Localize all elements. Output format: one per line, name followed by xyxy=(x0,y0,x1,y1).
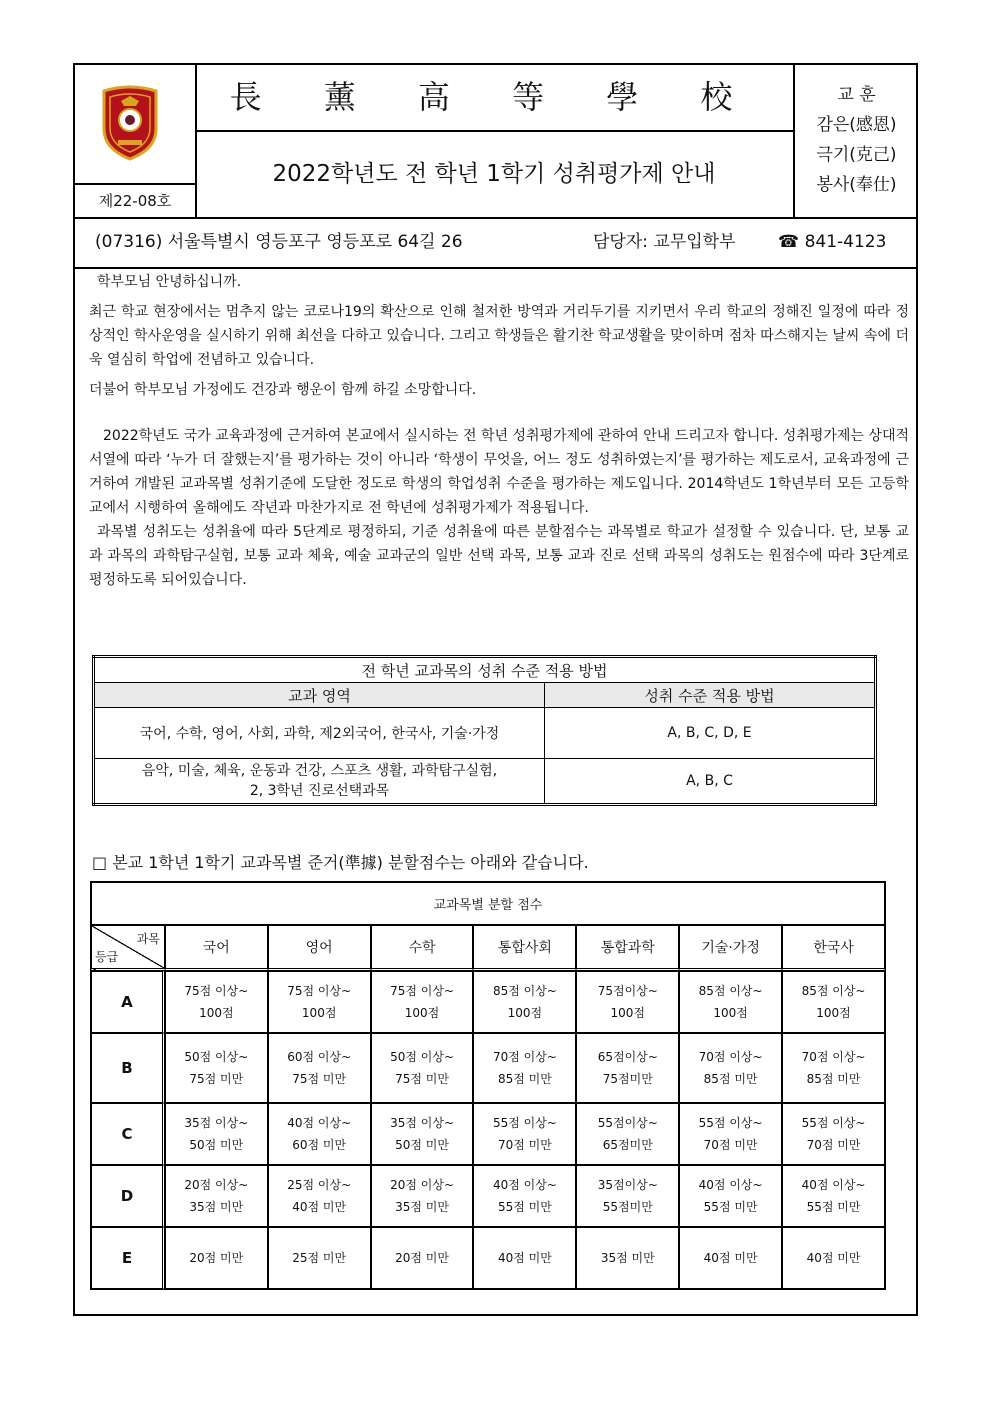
score-range-line: 40점 이상~ xyxy=(801,1178,866,1192)
greeting: 학부모님 안녕하십니까. xyxy=(97,274,242,290)
score-cell xyxy=(473,1033,576,1103)
score-range-line: 25점 이상~ xyxy=(287,1178,352,1192)
score-range-line: 70점 이상~ xyxy=(492,1050,557,1064)
score-cell xyxy=(371,1103,474,1165)
page-title: 2022학년도 전 학년 1학기 성취평가제 안내 xyxy=(272,161,716,187)
score-range-line: 85점 이상~ xyxy=(492,984,557,998)
score-range-line: 50점 미만 xyxy=(395,1138,449,1152)
score-range-line: 75점이상~ xyxy=(597,984,658,998)
score-range-line: 70점 이상~ xyxy=(698,1050,763,1064)
paragraph: 최근 학교 현장에서는 멈추지 않는 코로나19의 확산으로 인해 철저한 방역과 거리두기를 지키면서 우리 학교의 정해진 일정에 따라 정상적인 학사운영을 실시하기 위해 최선을 다하고 있습니다. 그리고 학생들은 활기찬 학교생활을 맞이하며 점차 따스해지는 날씨 속에 더욱 열심히 학업에 전념하고 있습니다. xyxy=(89,304,909,368)
score-range-line: 100점 xyxy=(507,1006,543,1020)
score-range-line: 75점미만 xyxy=(602,1072,653,1086)
score-range-line: 55점미만 xyxy=(602,1200,653,1214)
score-range-line: 70점 이상~ xyxy=(801,1050,866,1064)
table-row xyxy=(91,1165,885,1227)
grade-label: D xyxy=(91,1165,165,1227)
score-range-line: 20점 미만 xyxy=(395,1251,449,1265)
score-range-line: 35점 미만 xyxy=(189,1200,244,1214)
score-range-line: 65점이상~ xyxy=(597,1050,658,1064)
motto-label: 교 훈 xyxy=(837,85,876,105)
score-range-line: 75점 이상~ xyxy=(184,984,249,998)
score-range-line: 100점 xyxy=(610,1006,645,1020)
subject-area xyxy=(94,759,545,805)
table-row xyxy=(91,1227,885,1289)
score-range-line: 40점 미만 xyxy=(806,1251,861,1265)
score-cell xyxy=(782,1103,885,1165)
school-name: 長 薰 高 等 學 校 xyxy=(195,65,793,132)
score-cell xyxy=(473,1227,576,1289)
level-method-table xyxy=(92,655,877,806)
grade-label: B xyxy=(91,1033,165,1103)
score-cell xyxy=(268,1165,371,1227)
grade-label: E xyxy=(91,1227,165,1289)
subject-header: 통합과학 xyxy=(576,925,679,971)
score-range-line: 85점 미만 xyxy=(703,1072,758,1086)
score-range-line: 85점 이상~ xyxy=(698,984,763,998)
document-number: 제22-08호 xyxy=(98,192,172,210)
score-range-line: 50점 이상~ xyxy=(390,1050,454,1064)
score-range-line: 100점 xyxy=(816,1006,851,1020)
motto-item: 극기(克己) xyxy=(816,145,897,165)
score-cell xyxy=(165,1033,268,1103)
score-cell xyxy=(679,1165,782,1227)
score-range-line: 40점 미만 xyxy=(497,1251,552,1265)
school-motto xyxy=(793,65,918,217)
score-range-line: 55점 이상~ xyxy=(698,1116,763,1130)
phone-number: ☎ 841-4123 xyxy=(778,232,887,252)
subject-header: 수학 xyxy=(371,925,474,971)
score-range-line: 40점 이상~ xyxy=(492,1178,557,1192)
score-cell xyxy=(679,971,782,1033)
logo-cell xyxy=(75,65,197,217)
header xyxy=(75,65,916,219)
score-range-line: 20점 이상~ xyxy=(184,1178,249,1192)
score-cell xyxy=(679,1033,782,1103)
table-row xyxy=(94,759,876,805)
school-emblem xyxy=(99,85,161,161)
table-row xyxy=(91,1033,885,1103)
score-range-line: 85점 이상~ xyxy=(801,984,866,998)
subject-area-line: 2, 3학년 진로선택과목 xyxy=(249,783,390,799)
score-cell xyxy=(371,1033,474,1103)
score-range-line: 40점 미만 xyxy=(292,1200,347,1214)
score-cell xyxy=(679,1227,782,1289)
score-range-line: 35점 이상~ xyxy=(184,1116,249,1130)
score-range-line: 60점 이상~ xyxy=(287,1050,352,1064)
score-cell xyxy=(165,1227,268,1289)
score-range-line: 35점 미만 xyxy=(600,1251,655,1265)
column-header: 교과 영역 xyxy=(94,683,545,708)
score-range-line: 100점 xyxy=(404,1006,440,1020)
score-range-line: 55점 미만 xyxy=(806,1200,861,1214)
score-cell xyxy=(473,1165,576,1227)
score-range-line: 85점 미만 xyxy=(497,1072,552,1086)
score-range-line: 70점 미만 xyxy=(806,1138,861,1152)
corner-subject-label: 과목 xyxy=(136,932,160,946)
score-range-line: 35점 이상~ xyxy=(390,1116,454,1130)
score-cell xyxy=(473,971,576,1033)
table-caption: 교과목별 분할 점수 xyxy=(91,882,885,925)
subject-header: 국어 xyxy=(165,925,268,971)
corner-grade-label: 등급 xyxy=(95,950,119,964)
score-range-line: 65점미만 xyxy=(602,1138,653,1152)
score-range-line: 25점 미만 xyxy=(292,1251,347,1265)
score-range-line: 85점 미만 xyxy=(806,1072,861,1086)
score-range-line: 35점이상~ xyxy=(597,1178,658,1192)
score-cell xyxy=(679,1103,782,1165)
level-method: A, B, C xyxy=(545,759,876,805)
score-range-line: 60점 미만 xyxy=(292,1138,347,1152)
score-range-line: 55점이상~ xyxy=(597,1116,658,1130)
score-cell xyxy=(782,1165,885,1227)
score-cell xyxy=(782,1033,885,1103)
score-range-line: 35점 미만 xyxy=(395,1200,449,1214)
score-range-line: 20점 이상~ xyxy=(390,1178,454,1192)
subject-header: 영어 xyxy=(268,925,371,971)
score-cell xyxy=(268,971,371,1033)
score-range-line: 75점 미만 xyxy=(189,1072,244,1086)
subject-header: 기술·가정 xyxy=(679,925,782,971)
score-range-line: 55점 미만 xyxy=(497,1200,552,1214)
score-cell xyxy=(576,1033,679,1103)
score-cell xyxy=(165,1103,268,1165)
paragraph: 2022학년도 국가 교육과정에 근거하여 본교에서 실시하는 전 학년 성취평가제에 관하여 안내 드리고자 합니다. 성취평가제는 상대적 서열에 따라 ‘누가 더 잘했는지’를 평가하는 것이 아니라 ‘학생이 무엇을, 어느 정도 성취하였는지’를 평가하는 제도로서, 교육과정에 근거하여 개발된 교과목별 성취기준에 도달한 정도로 학생의 학업성취 수준을 평가하는 제도입니다. 2014학년도 1학년부터 모든 고등학교에서 시행하여 올해에도 작년과 마찬가지로 전 학년에 성취평가제가 적용됩니다. xyxy=(89,428,909,516)
score-range-line: 55점 이상~ xyxy=(801,1116,866,1130)
score-range-line: 75점 이상~ xyxy=(287,984,352,998)
letter-body xyxy=(89,270,909,592)
score-range-line: 70점 미만 xyxy=(497,1138,552,1152)
address-bar xyxy=(75,217,916,269)
grade-label: C xyxy=(91,1103,165,1165)
score-cell xyxy=(576,1227,679,1289)
score-cell xyxy=(371,1227,474,1289)
score-range-line: 40점 이상~ xyxy=(287,1116,352,1130)
section-heading: □ 본교 1학년 1학기 교과목별 준거(準據) 분할점수는 아래와 같습니다. xyxy=(92,853,589,872)
score-cell xyxy=(473,1103,576,1165)
table-row xyxy=(91,1103,885,1165)
table-row xyxy=(91,971,885,1033)
score-range-line: 100점 xyxy=(301,1006,337,1020)
score-range-line: 75점 미만 xyxy=(395,1072,449,1086)
table-row xyxy=(94,708,876,759)
score-range-line: 75점 미만 xyxy=(292,1072,347,1086)
paragraph: 과목별 성취도는 성취율에 따라 5단계로 평정하되, 기준 성취율에 따른 분할점수는 과목별로 학교가 설정할 수 있습니다. 단, 보통 교과 과목의 과학탐구실험, 보통 교과 체육, 예술 교과군의 일반 선택 과목, 보통 교과 진로 선택 과목의 성취도는 원점수에 따라 3단계로 평정하도록 되어있습니다. xyxy=(89,524,909,588)
notice-frame xyxy=(73,63,918,1316)
score-cell xyxy=(268,1227,371,1289)
school-address: (07316) 서울특별시 영등포구 영등포로 64길 26 xyxy=(95,232,463,252)
subject-header: 한국사 xyxy=(782,925,885,971)
paragraph: 더불어 학부모님 가정에도 건강과 행운이 함께 하길 소망합니다. xyxy=(89,382,477,398)
score-cell xyxy=(371,971,474,1033)
score-range-line: 20점 미만 xyxy=(189,1251,244,1265)
grade-label: A xyxy=(91,971,165,1033)
score-range-line: 50점 이상~ xyxy=(184,1050,249,1064)
subject-header: 통합사회 xyxy=(473,925,576,971)
motto-item: 감은(感恩) xyxy=(816,115,897,135)
score-cell xyxy=(782,971,885,1033)
score-range-line: 50점 미만 xyxy=(189,1138,244,1152)
score-cell xyxy=(576,971,679,1033)
score-range-line: 100점 xyxy=(199,1006,234,1020)
score-range-line: 100점 xyxy=(713,1006,748,1020)
score-range-line: 40점 미만 xyxy=(703,1251,758,1265)
score-cell xyxy=(165,1165,268,1227)
score-range-line: 55점 이상~ xyxy=(492,1116,557,1130)
score-range-line: 55점 미만 xyxy=(703,1200,758,1214)
contact-person: 담당자: 교무입학부 xyxy=(593,232,736,252)
score-cell xyxy=(782,1227,885,1289)
cut-score-table xyxy=(90,881,886,1290)
subject-area-line: 음악, 미술, 체육, 운동과 건강, 스포츠 생활, 과학탐구실험, xyxy=(141,763,498,779)
score-cell xyxy=(268,1033,371,1103)
column-header: 성취 수준 적용 방법 xyxy=(545,683,876,708)
motto-item: 봉사(奉仕) xyxy=(816,175,897,195)
score-range-line: 40점 이상~ xyxy=(698,1178,763,1192)
score-cell xyxy=(576,1165,679,1227)
corner-header xyxy=(91,925,165,971)
score-cell xyxy=(268,1103,371,1165)
subject-area: 국어, 수학, 영어, 사회, 과학, 제2외국어, 한국사, 기술·가정 xyxy=(94,708,545,759)
score-cell xyxy=(371,1165,474,1227)
level-method: A, B, C, D, E xyxy=(545,708,876,759)
score-cell xyxy=(576,1103,679,1165)
table-caption: 전 학년 교과목의 성취 수준 적용 방법 xyxy=(94,657,876,683)
score-cell xyxy=(165,971,268,1033)
score-range-line: 70점 미만 xyxy=(703,1138,758,1152)
score-range-line: 75점 이상~ xyxy=(390,984,454,998)
